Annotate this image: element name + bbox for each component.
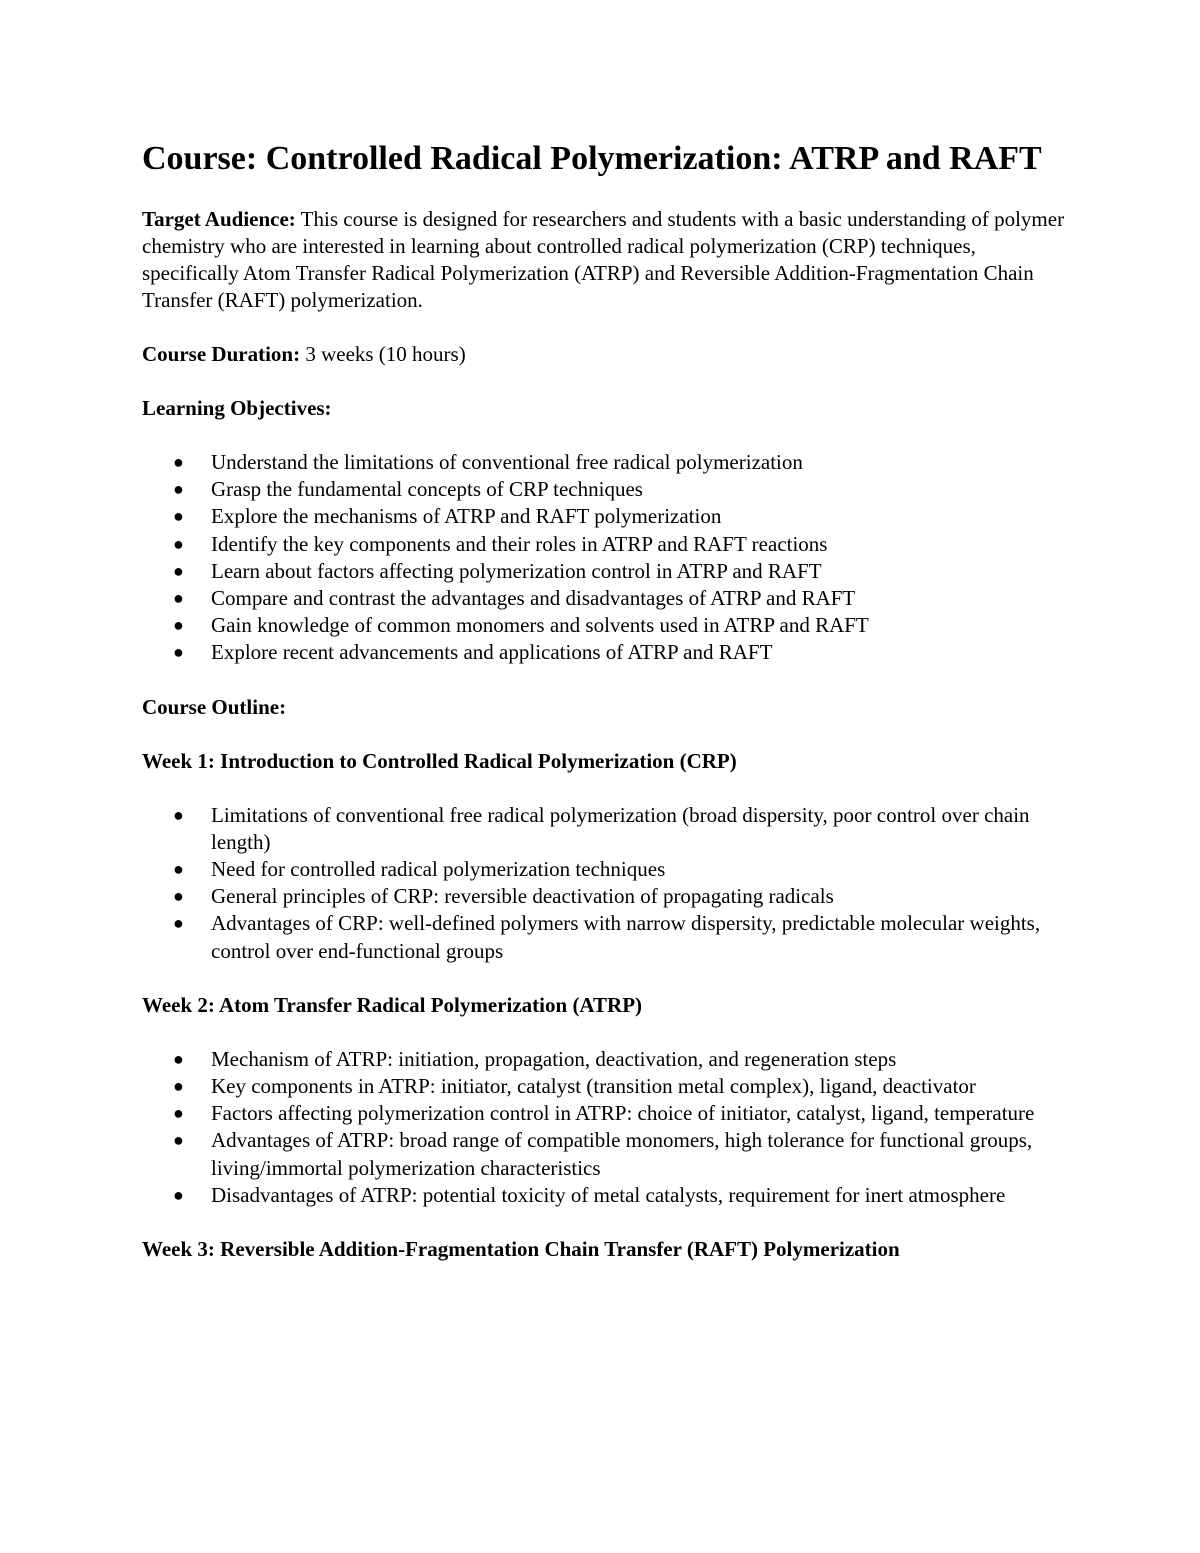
list-item [142,856,1072,883]
bullet-icon: ● [173,479,184,500]
learning-objectives-list [142,449,1072,667]
list-item [142,1100,1072,1127]
bullet-icon: ● [173,886,184,907]
target-audience-paragraph [142,206,1072,314]
week-1-heading: Week 1: Introduction to Controlled Radical Polymerization (CRP) [142,748,737,773]
list-item-text: Grasp the fundamental concepts of CRP techniques [211,477,643,502]
list-item [142,558,1072,585]
list-item [142,910,1072,964]
bullet-icon: ● [173,615,184,636]
list-item [142,531,1072,558]
list-item [142,476,1072,503]
course-duration-text: 3 weeks (10 hours) [300,342,466,366]
week-3-heading: Week 3: Reversible Addition-Fragmentation Chain Transfer (RAFT) Polymerization [142,1237,900,1262]
list-item [142,585,1072,612]
list-item-text: Understand the limitations of conventional free radical polymerization [211,450,803,474]
bullet-icon: ● [173,533,184,554]
course-outline-heading: Course Outline: [142,694,287,719]
list-item-text: Advantages of ATRP: broad range of compatible monomers, high tolerance for functional groups, living/immortal polymerization characteristics [211,1128,1033,1180]
list-item [142,883,1072,910]
list-item [142,802,1072,856]
bullet-icon: ● [173,588,184,609]
list-item [142,1182,1072,1209]
list-item-text: General principles of CRP: reversible deactivation of propagating radicals [211,884,834,909]
list-item-text: Mechanism of ATRP: initiation, propagation, deactivation, and regeneration steps [211,1046,897,1071]
bullet-icon: ● [173,859,184,880]
course-duration-label: Course Duration: [142,342,301,366]
bullet-icon: ● [173,1103,184,1124]
list-item-text: Disadvantages of ATRP: potential toxicity of metal catalysts, requirement for inert atmosphere [211,1182,1006,1207]
list-item-text: Compare and contrast the advantages and disadvantages of ATRP and RAFT [211,586,856,611]
week-2-heading: Week 2: Atom Transfer Radical Polymerization (ATRP) [142,992,643,1017]
list-item-text: Factors affecting polymerization control in ATRP: choice of initiator, catalyst, ligand, temperature [211,1101,1035,1126]
week-1-list [142,802,1072,965]
list-item [142,503,1072,530]
bullet-icon: ● [173,1048,184,1069]
list-item-text: Need for controlled radical polymerization techniques [211,857,666,882]
learning-objectives-heading: Learning Objectives: [142,396,332,420]
list-item [142,1046,1072,1073]
bullet-icon: ● [173,1184,184,1205]
list-item-text: Explore the mechanisms of ATRP and RAFT polymerization [211,504,722,529]
course-title: Course: Controlled Radical Polymerization: ATRP and RAFT [142,140,1042,177]
list-item-text: Explore recent advancements and applications of ATRP and RAFT [211,640,773,665]
list-item [142,612,1072,639]
list-item-text: Advantages of CRP: well-defined polymers with narrow dispersity, predictable molecular weights, control over end-functional groups [211,911,1041,963]
bullet-icon: ● [173,913,184,934]
list-item-text: Learn about factors affecting polymerization control in ATRP and RAFT [211,558,822,583]
list-item [142,639,1072,666]
bullet-icon: ● [173,1130,184,1151]
list-item-text: Identify the key components and their roles in ATRP and RAFT reactions [211,531,828,556]
target-audience-text: This course is designed for researchers and students with a basic understanding of polymer chemistry who are interested in learning about controlled radical polymerization (CRP) techniques, specifically Atom Transfer Radical Polymerization (ATRP) and Reversible Addition-Fragmentation Chain Transfer (RAFT) polymerization. [142,207,1065,312]
bullet-icon: ● [173,642,184,663]
bullet-icon: ● [173,560,184,581]
document-page [142,138,1072,1263]
bullet-icon: ● [173,1076,184,1097]
bullet-icon: ● [173,452,184,472]
course-duration-paragraph [142,341,1072,368]
target-audience-label: Target Audience: [142,207,296,231]
list-item [142,449,1072,476]
week-2-list [142,1046,1072,1209]
list-item-text: Gain knowledge of common monomers and solvents used in ATRP and RAFT [211,613,869,638]
list-item [142,1073,1072,1100]
bullet-icon: ● [173,804,184,825]
bullet-icon: ● [173,506,184,527]
list-item-text: Limitations of conventional free radical polymerization (broad dispersity, poor control over chain length) [211,802,1030,854]
list-item [142,1127,1072,1181]
list-item-text: Key components in ATRP: initiator, catalyst (transition metal complex), ligand, deactivator [211,1074,976,1099]
